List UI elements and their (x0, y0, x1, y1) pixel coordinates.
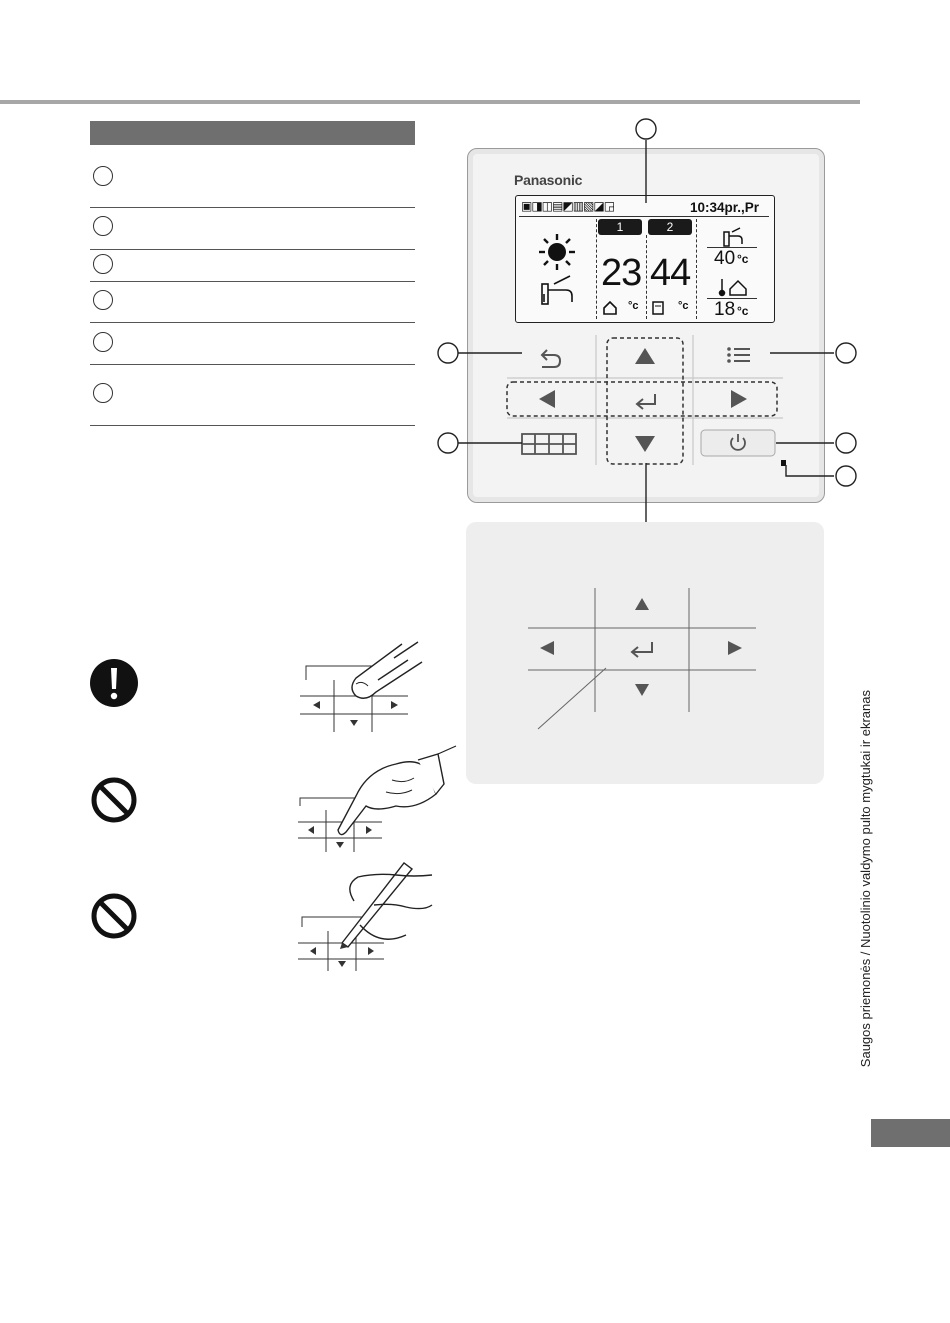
table-row-divider (90, 249, 415, 250)
row-number-4 (93, 290, 113, 310)
zone-1-unit: °c (628, 300, 639, 312)
keypad-closeup (466, 522, 824, 784)
zone-2-tab: 2 (648, 219, 692, 235)
row-number-6 (93, 383, 113, 403)
zone-2-temperature: 44 (650, 252, 691, 294)
gloved-hand-illustration (296, 740, 466, 855)
finger-press-illustration (296, 640, 426, 735)
pen-press-illustration (296, 855, 441, 975)
callout-back (438, 343, 458, 363)
prohibited-icon (90, 892, 138, 940)
lcd-clock: 10:34pr.,Pr (690, 200, 760, 215)
outdoor-temperature: 18 (714, 299, 736, 320)
callout-led (836, 466, 856, 486)
brand-logo: Panasonic (514, 172, 583, 188)
mandatory-exclamation-icon (90, 659, 138, 707)
top-rule (0, 100, 860, 104)
lcd-status-icons: ▣◨◫▤◩▥▧◪◲ (521, 199, 615, 213)
zone-1-tab: 1 (598, 219, 642, 235)
table-header (90, 121, 415, 145)
outdoor-unit: °c (737, 304, 749, 318)
callout-menu (836, 343, 856, 363)
row-number-2 (93, 216, 113, 236)
tank-temperature: 40 (714, 248, 736, 269)
callout-display (636, 119, 656, 139)
zone-1-temperature: 23 (601, 252, 642, 294)
table-row-divider (90, 322, 415, 323)
table-row-divider (90, 425, 415, 426)
zone-2-unit: °c (678, 300, 689, 312)
callout-power (836, 433, 856, 453)
row-number-3 (93, 254, 113, 274)
table-row-divider (90, 207, 415, 208)
side-section-label: Saugos priemonės / Nuotolinio valdymo pulto mygtukai ir ekranas (858, 690, 873, 1068)
table-row-divider (90, 281, 415, 282)
callout-timetable (438, 433, 458, 453)
prohibited-icon (90, 776, 138, 824)
tank-unit: °c (737, 252, 749, 266)
side-page-tab (871, 1119, 950, 1147)
row-number-5 (93, 332, 113, 352)
callout-lines (430, 115, 870, 525)
table-row-divider (90, 364, 415, 365)
row-number-1 (93, 166, 113, 186)
